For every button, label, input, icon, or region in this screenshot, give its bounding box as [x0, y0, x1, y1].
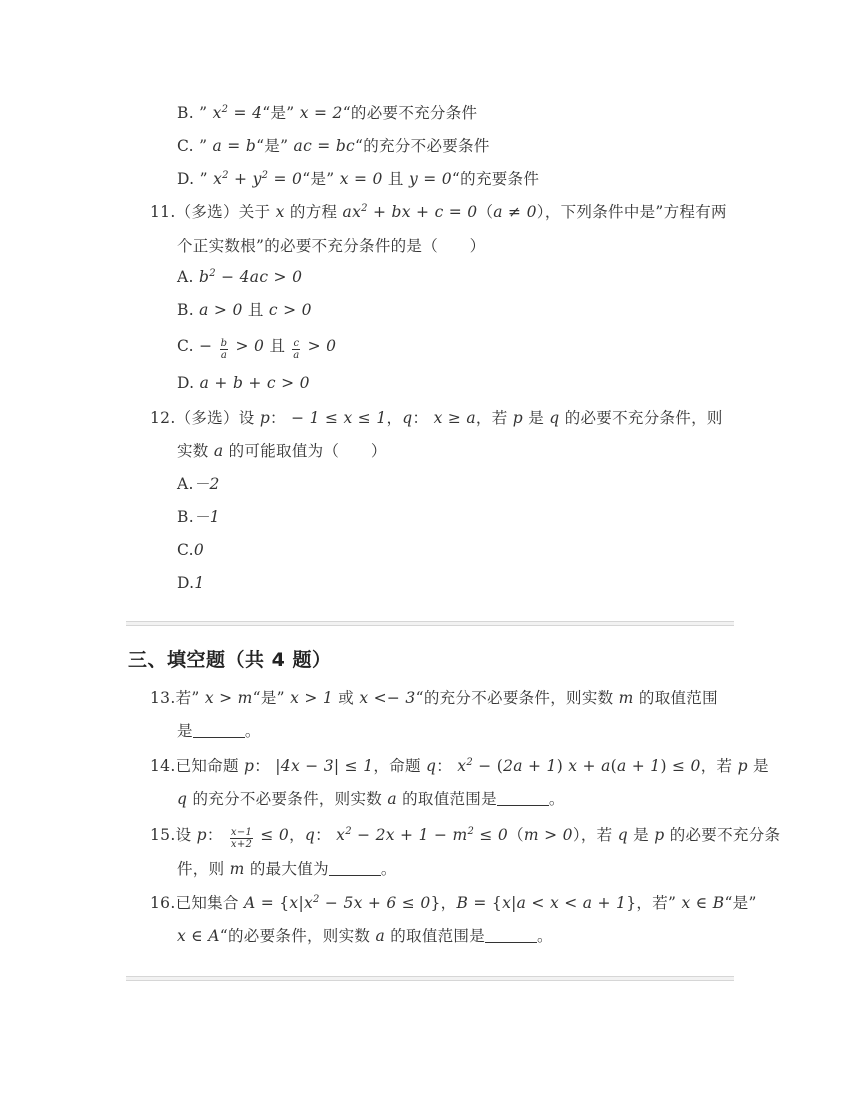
q14-line1: 14.已知命题 p： |4x − 3| ≤ 1，命题 q： $x^2 - (2a + 1) x + a(a + 1) \le 0$，若 p 是 [150, 757, 769, 775]
q14-line2: q 的充分不必要条件，则实数 a 的取值范围是 。 [177, 790, 565, 808]
q10-option-b [177, 103, 477, 123]
question-number: 11. [150, 203, 176, 221]
q12-text-a: （多选）设 [175, 409, 255, 427]
option-label: C. [177, 337, 194, 355]
option-a-text: $b^2 - 4ac > 0$ [198, 268, 303, 286]
option-value: －1 [193, 508, 220, 526]
q16-line2: x ∈ A“的必要条件，则实数 a 的取值范围是 。 [177, 927, 553, 945]
question-number: 15. [150, 826, 176, 844]
q12-option-b [177, 507, 220, 527]
option-label: B. [177, 104, 194, 122]
q14-text-c: ，若 [700, 757, 733, 775]
q16-line1: 16.已知集合 $A = \{x|x^2 - 5x + 6 \le 0\}$，B = {x|a < x < a + 1}，若” x ∈ B“是” [150, 894, 757, 912]
option-b-text: ” $x^2$ = 4“是” x = 2“的必要不充分条件 [199, 104, 478, 122]
q12-text-c: 实数 [177, 442, 209, 460]
q15-line2: 件，则 m 的最大值为 。 [177, 860, 397, 878]
q12-line2: 实数 a 的可能取值为（ ） [177, 442, 387, 460]
question-number: 12. [150, 409, 176, 427]
option-label: D. [177, 374, 195, 392]
q15-text-c: 件，则 [177, 860, 225, 878]
q11-line1: 11.（多选）关于 x 的方程 $ax^2$ + bx + c = 0（a ≠ 0），下列条件中是”方程有两 [150, 203, 727, 221]
option-value: 0 [193, 541, 205, 559]
q15-text-d: 的最大值为 [249, 860, 329, 878]
q16-text-c: “是” [724, 894, 757, 912]
q10-option-d [177, 169, 539, 189]
section-divider [126, 976, 734, 981]
option-value: 1 [194, 574, 205, 592]
q13-text-b: 的取值范围 [638, 689, 718, 707]
q11-text-b: 的方程 [289, 203, 338, 221]
option-label: D. [177, 574, 195, 592]
question-number: 13. [150, 689, 176, 707]
q14-text-e: 的充分不必要条件，则实数 [192, 790, 383, 808]
option-d-text: a + b + c > 0 [199, 374, 310, 392]
q12-option-a [177, 474, 220, 494]
q16-text-e: 的取值范围是 [390, 927, 486, 945]
q13-text-c: 是 [177, 722, 193, 740]
option-c-text: − $\frac{b}{a}$ > 0 且 $\frac{c}{a}$ > 0 [199, 337, 337, 361]
q14-text-a: 已知命题 [175, 757, 239, 775]
option-d-text: ” $x^2 + y^2$ = 0“是” x = 0 且 y = 0“的充要条件 [199, 170, 540, 188]
q16-text-b: ，若” [636, 894, 677, 912]
q13-line2 [177, 721, 261, 741]
period: 。 [380, 860, 397, 878]
q12-option-d [177, 573, 205, 593]
q13-text-a: “的充分不必要条件，则实数 [415, 689, 614, 707]
q12-text-d: 的可能取值为（ ） [228, 442, 387, 460]
q15-line1: 15.设 p： $\frac{x-1}{x+2}$ ≤ 0，q： $x^2 - 2x + 1 - m^2 \le 0(m > 0)$，若 q 是 p 的必要不充分条 [150, 826, 781, 850]
q12-text-b: 的必要不充分条件，则 [564, 409, 723, 427]
option-label: C. [177, 137, 194, 155]
q14-text-b: ，命题 [373, 757, 421, 775]
option-c-text: ” a = b“是” ac = bc“的充分不必要条件 [199, 137, 490, 155]
q11-line2: 个正实数根”的必要不充分条件的是（ ） [177, 237, 486, 255]
option-label: B. [177, 301, 194, 319]
option-value: －2 [193, 475, 220, 493]
option-label: A. [177, 475, 194, 493]
q11-text-a: （多选）关于 [175, 203, 271, 221]
option-label: A. [177, 268, 194, 286]
q14-text-f: 的取值范围是 [402, 790, 497, 808]
q15-text-a: 设 [175, 826, 192, 844]
answer-blank[interactable] [329, 861, 381, 876]
q13-line1: 13.若” x > m“是” x > 1 或 x <− 3“的充分不必要条件，则实数 m 的取值范围 [150, 689, 718, 707]
q12-line1: 12.（多选）设 p： − 1 ≤ x ≤ 1，q： x ≥ a，若 p 是 q 的必要不充分条件，则 [150, 409, 723, 427]
q11-text-c: ，下列条件中是”方程有两 [544, 203, 727, 221]
q16-text-d: “的必要条件，则实数 [219, 927, 371, 945]
section-heading: 三、填空题（共 4 题） [128, 649, 332, 671]
answer-blank[interactable] [193, 723, 245, 738]
option-b-text: a > 0 且 c > 0 [199, 301, 312, 319]
q10-option-c [177, 136, 490, 156]
q15-text-b: 的必要不充分条 [669, 826, 781, 844]
q12-option-c [177, 540, 204, 560]
answer-blank[interactable] [485, 928, 537, 943]
period: 。 [548, 790, 565, 808]
q11-option-d [177, 373, 310, 393]
option-label: C. [177, 541, 194, 559]
option-label: B. [177, 508, 194, 526]
q16-text-a: 已知集合 [175, 894, 239, 912]
answer-blank[interactable] [497, 791, 549, 806]
q11-option-b [177, 300, 312, 320]
question-number: 14. [150, 757, 176, 775]
period: 。 [537, 927, 553, 945]
option-label: D. [177, 170, 195, 188]
q11-option-a [177, 267, 302, 287]
q14-text-d: 是 [753, 757, 769, 775]
period: 。 [244, 722, 261, 740]
section-divider [126, 621, 734, 626]
question-number: 16. [150, 894, 176, 912]
q11-option-c [177, 336, 336, 361]
